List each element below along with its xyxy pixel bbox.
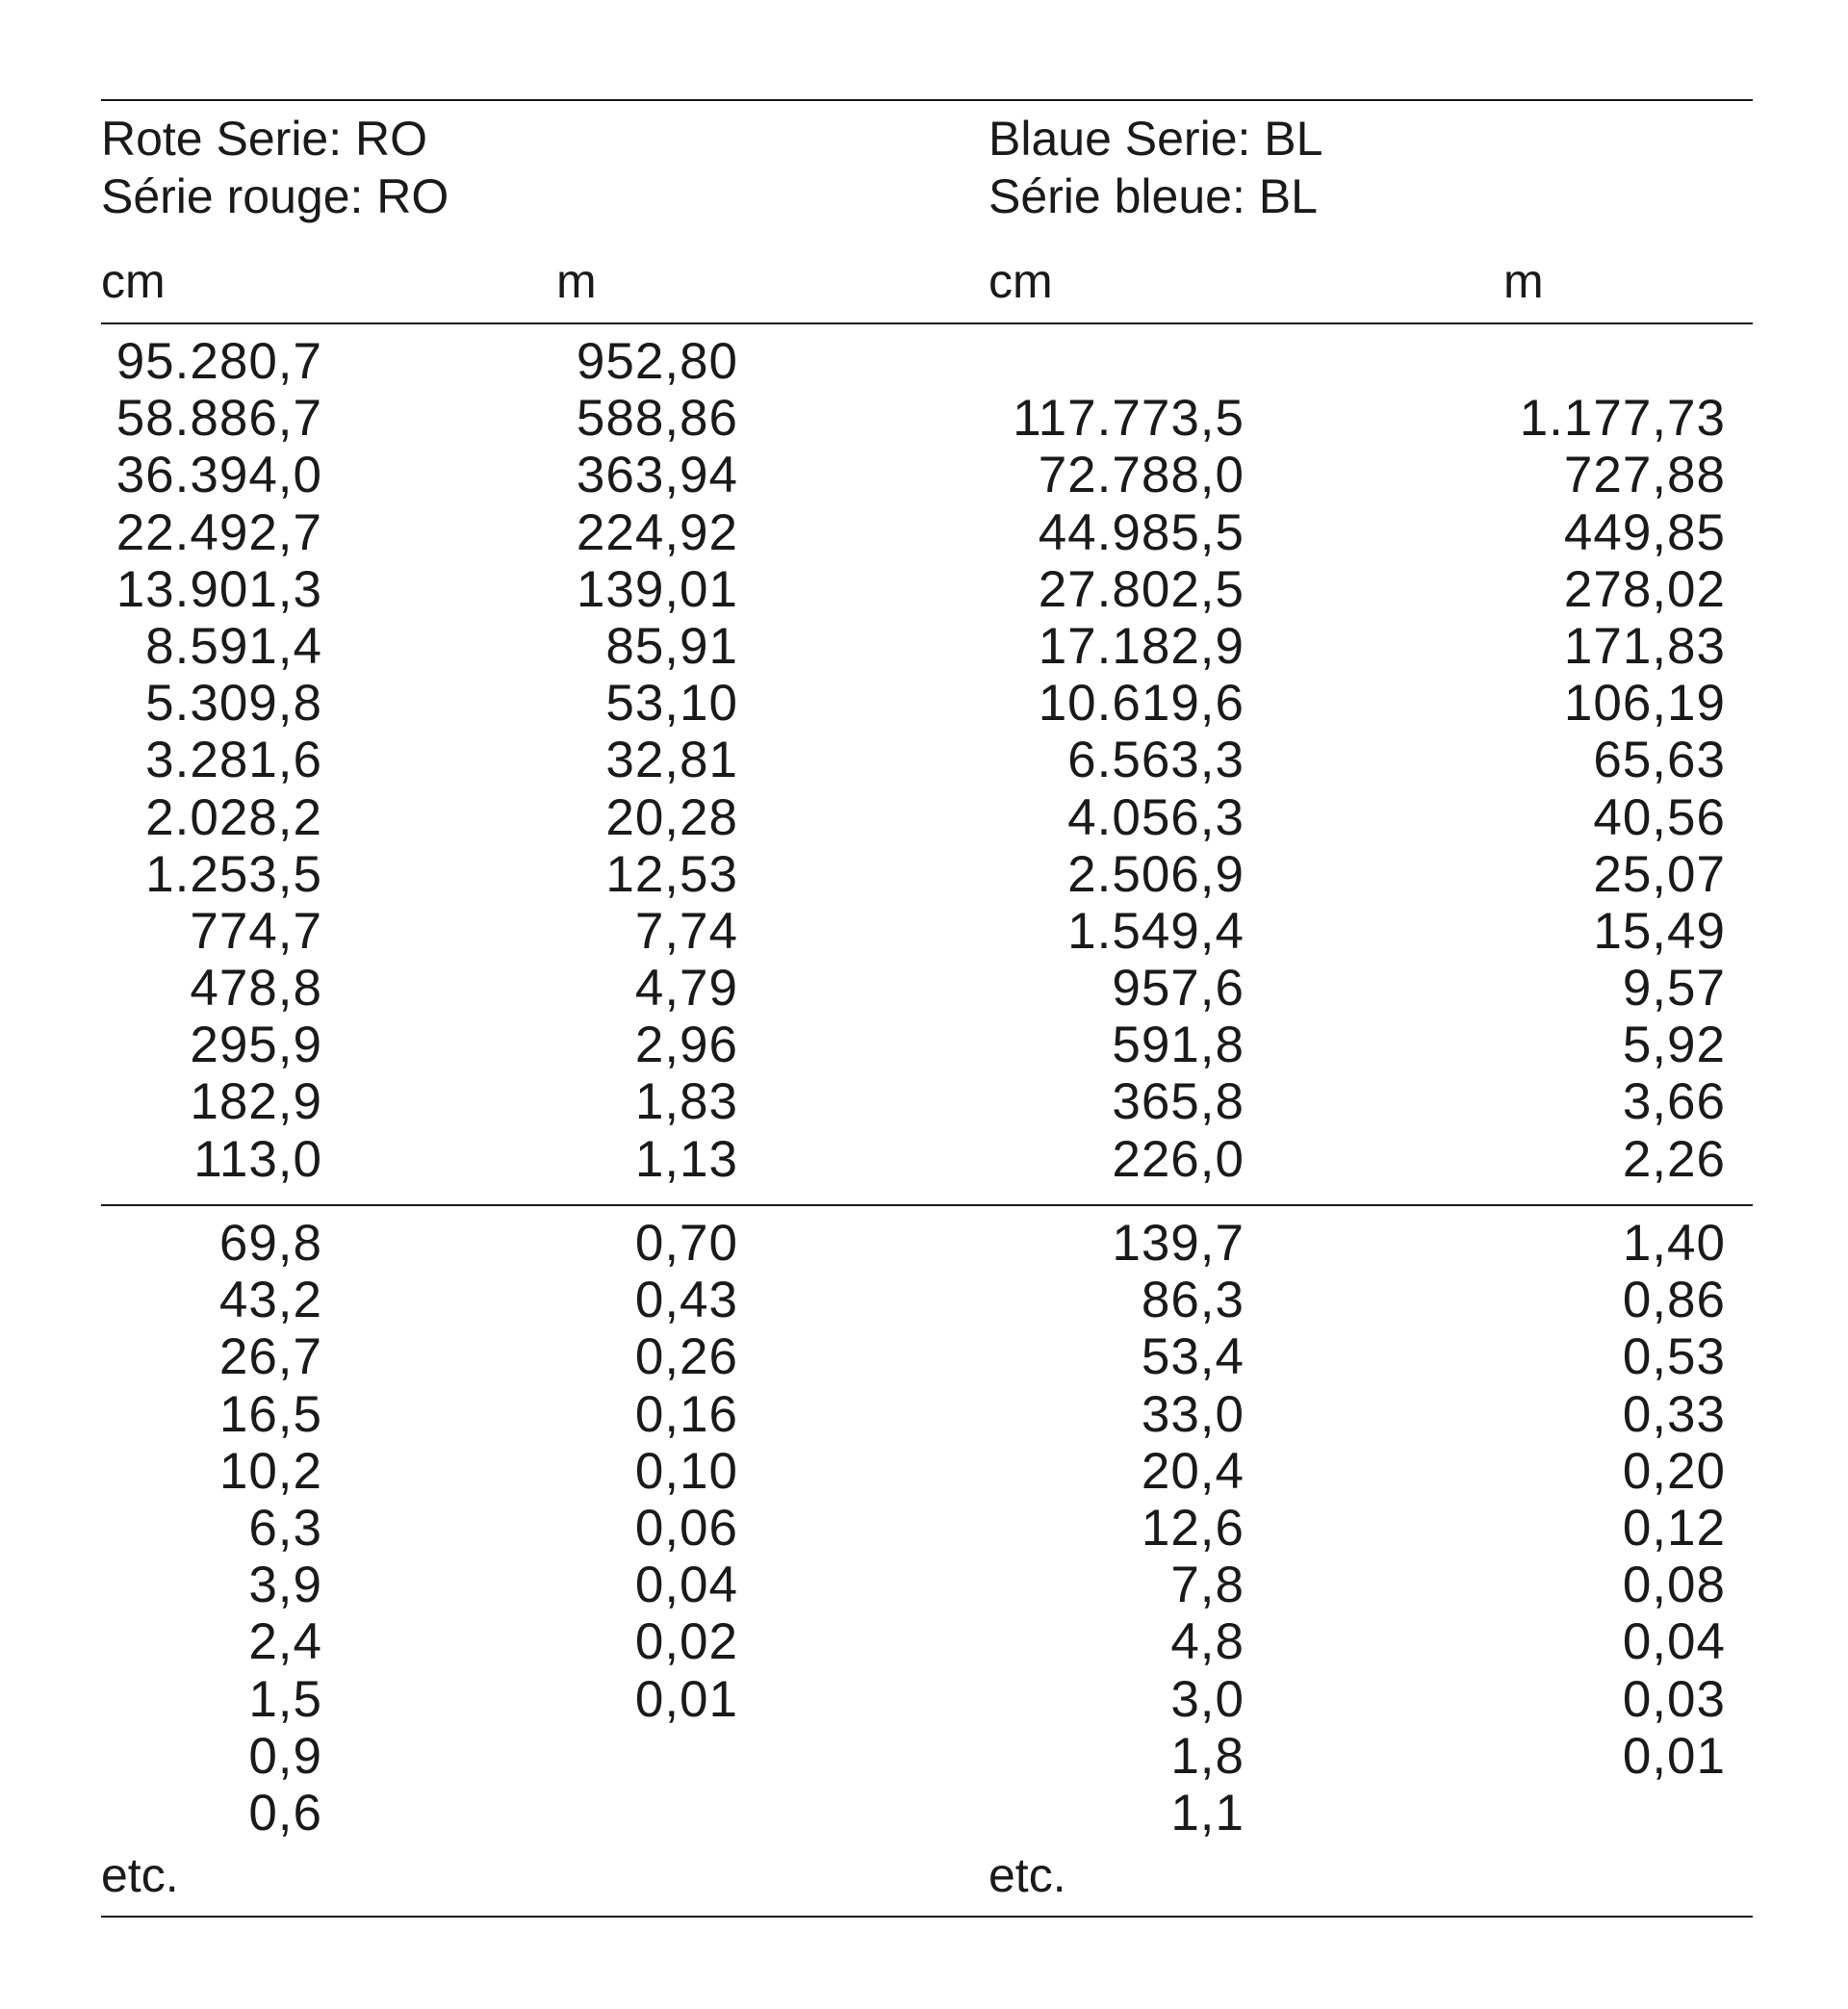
blue-m-lower-cell: 0,33 — [1622, 1385, 1726, 1443]
red-cm-lower-cell: 69,8 — [218, 1215, 322, 1272]
red-m-lower-cell: 0,10 — [634, 1442, 738, 1500]
red-cm-upper-cell: 36.394,0 — [116, 447, 322, 504]
blue-m-lower-cell: 1,40 — [1622, 1215, 1726, 1272]
blue-m-upper-column — [1463, 333, 1726, 1188]
red-cm-lower-cell: 0,9 — [248, 1727, 322, 1785]
red-m-upper-cell: 4,79 — [634, 960, 738, 1017]
red-m-upper-cell: 1,83 — [634, 1073, 738, 1131]
red-series-title-de: Rote Serie: RO — [101, 112, 428, 166]
red-cm-lower-cell: 6,3 — [248, 1499, 322, 1557]
blue-cm-upper-column — [953, 333, 1245, 1188]
blue-m-upper-cell: 449,85 — [1563, 503, 1726, 561]
red-m-upper-cell: 363,94 — [576, 447, 738, 504]
red-m-upper-cell: 2,96 — [634, 1017, 738, 1074]
red-m-lower-cell: 0,04 — [634, 1557, 738, 1614]
red-cm-upper-column — [58, 333, 322, 1188]
red-cm-upper-cell: 8.591,4 — [145, 617, 322, 675]
blue-m-upper-cell: 727,88 — [1563, 447, 1726, 504]
red-m-upper-column — [500, 333, 738, 1188]
red-cm-upper-cell: 182,9 — [190, 1073, 322, 1131]
blue-m-upper-cell: 9,57 — [1622, 960, 1726, 1017]
blue-cm-upper-cell: 6.563,3 — [1067, 732, 1245, 789]
red-m-lower-cell: 0,26 — [634, 1328, 738, 1386]
header-rule — [101, 322, 1753, 324]
red-cm-upper-cell: 2.028,2 — [145, 788, 322, 846]
blue-cm-lower-cell: 86,3 — [1141, 1272, 1245, 1329]
blue-cm-upper-cell: 72.788,0 — [1038, 447, 1245, 504]
red-cm-upper-cell: 774,7 — [190, 902, 322, 960]
red-cm-lower-cell: 10,2 — [218, 1442, 322, 1500]
blue-m-upper-cell — [1463, 333, 1726, 390]
red-cm-lower-column — [58, 1215, 322, 1842]
red-cm-upper-cell: 58.886,7 — [116, 390, 322, 448]
blue-cm-lower-cell: 12,6 — [1141, 1499, 1245, 1557]
red-m-upper-cell: 32,81 — [605, 732, 738, 789]
red-cm-upper-cell: 95.280,7 — [116, 333, 322, 390]
red-m-upper-cell: 139,01 — [576, 560, 738, 618]
blue-m-upper-cell: 3,66 — [1622, 1073, 1726, 1131]
blue-cm-lower-cell: 1,1 — [1170, 1784, 1245, 1842]
red-m-lower-column — [500, 1215, 738, 1728]
blue-cm-upper-cell: 591,8 — [1112, 1017, 1245, 1074]
red-cm-lower-cell: 26,7 — [218, 1328, 322, 1386]
red-m-upper-cell: 20,28 — [605, 788, 738, 846]
section-divider-rule — [101, 1204, 1753, 1206]
red-m-lower-cell: 0,43 — [634, 1272, 738, 1329]
red-cm-lower-cell: 0,6 — [248, 1784, 322, 1842]
blue-m-lower-cell: 0,20 — [1622, 1442, 1726, 1500]
top-rule — [101, 99, 1753, 101]
red-cm-upper-cell: 5.309,8 — [145, 675, 322, 733]
blue-cm-upper-cell: 117.773,5 — [1013, 390, 1245, 448]
blue-unit-m-header: m — [1503, 254, 1544, 308]
blue-m-upper-cell: 15,49 — [1593, 902, 1726, 960]
red-m-lower-cell: 0,70 — [634, 1215, 738, 1272]
blue-m-upper-cell: 171,83 — [1563, 617, 1726, 675]
blue-m-lower-cell: 0,53 — [1622, 1328, 1726, 1386]
blue-cm-lower-cell: 7,8 — [1170, 1557, 1245, 1614]
red-cm-upper-cell: 478,8 — [190, 960, 322, 1017]
red-m-upper-cell: 7,74 — [634, 902, 738, 960]
blue-m-lower-cell: 0,01 — [1622, 1727, 1726, 1785]
blue-m-lower-cell: 0,04 — [1622, 1613, 1726, 1671]
bottom-rule — [101, 1916, 1753, 1918]
red-m-upper-cell: 12,53 — [605, 845, 738, 903]
blue-cm-lower-cell: 4,8 — [1170, 1613, 1245, 1671]
blue-cm-upper-cell: 957,6 — [1112, 960, 1245, 1017]
blue-m-lower-cell: 0,03 — [1622, 1670, 1726, 1728]
blue-cm-upper-cell: 2.506,9 — [1067, 845, 1245, 903]
blue-cm-upper-cell: 226,0 — [1112, 1130, 1245, 1188]
red-m-lower-cell: 0,02 — [634, 1613, 738, 1671]
blue-unit-cm-header: cm — [988, 254, 1053, 308]
blue-m-upper-cell: 2,26 — [1622, 1130, 1726, 1188]
red-cm-lower-cell: 43,2 — [218, 1272, 322, 1329]
blue-series-title-de: Blaue Serie: BL — [988, 112, 1323, 166]
blue-m-lower-column — [1463, 1215, 1726, 1785]
blue-cm-upper-cell: 27.802,5 — [1038, 560, 1245, 618]
blue-cm-lower-cell: 3,0 — [1170, 1670, 1245, 1728]
blue-cm-lower-cell: 1,8 — [1170, 1727, 1245, 1785]
blue-cm-upper-cell: 4.056,3 — [1067, 788, 1245, 846]
red-m-lower-cell: 0,16 — [634, 1385, 738, 1443]
red-m-upper-cell: 53,10 — [605, 675, 738, 733]
blue-m-upper-cell: 40,56 — [1593, 788, 1726, 846]
blue-m-upper-cell: 5,92 — [1622, 1017, 1726, 1074]
blue-cm-lower-column — [953, 1215, 1245, 1842]
red-unit-cm-header: cm — [101, 254, 166, 308]
blue-cm-upper-cell: 1.549,4 — [1067, 902, 1245, 960]
blue-m-lower-cell: 0,86 — [1622, 1272, 1726, 1329]
blue-m-upper-cell: 65,63 — [1593, 732, 1726, 789]
blue-cm-lower-cell: 139,7 — [1112, 1215, 1245, 1272]
red-m-upper-cell: 1,13 — [634, 1130, 738, 1188]
red-series-title-fr: Série rouge: RO — [101, 169, 449, 223]
blue-cm-upper-cell: 17.182,9 — [1038, 617, 1245, 675]
red-cm-lower-cell: 2,4 — [248, 1613, 322, 1671]
blue-m-upper-cell: 1.177,73 — [1519, 390, 1726, 448]
red-unit-m-header: m — [556, 254, 597, 308]
red-m-upper-cell: 224,92 — [576, 503, 738, 561]
red-cm-lower-cell: 16,5 — [218, 1385, 322, 1443]
blue-m-lower-cell: 0,08 — [1622, 1557, 1726, 1614]
red-m-lower-cell: 0,01 — [634, 1670, 738, 1728]
blue-cm-lower-cell: 33,0 — [1141, 1385, 1245, 1443]
red-m-upper-cell: 952,80 — [576, 333, 738, 390]
red-cm-upper-cell: 3.281,6 — [145, 732, 322, 789]
blue-m-lower-cell: 0,12 — [1622, 1499, 1726, 1557]
red-etc-label: etc. — [101, 1848, 179, 1902]
blue-m-upper-cell: 25,07 — [1593, 845, 1726, 903]
blue-cm-upper-cell — [953, 333, 1245, 390]
blue-cm-upper-cell: 365,8 — [1112, 1073, 1245, 1131]
red-m-lower-cell: 0,06 — [634, 1499, 738, 1557]
blue-cm-upper-cell: 10.619,6 — [1038, 675, 1245, 733]
blue-etc-label: etc. — [988, 1848, 1066, 1902]
red-cm-upper-cell: 1.253,5 — [145, 845, 322, 903]
red-cm-lower-cell: 3,9 — [248, 1557, 322, 1614]
red-cm-upper-cell: 295,9 — [190, 1017, 322, 1074]
blue-series-title-fr: Série bleue: BL — [988, 169, 1318, 223]
red-cm-upper-cell: 22.492,7 — [116, 503, 322, 561]
blue-m-upper-cell: 278,02 — [1563, 560, 1726, 618]
red-cm-upper-cell: 13.901,3 — [116, 560, 322, 618]
red-m-upper-cell: 588,86 — [576, 390, 738, 448]
blue-cm-upper-cell: 44.985,5 — [1038, 503, 1245, 561]
red-cm-lower-cell: 1,5 — [248, 1670, 322, 1728]
red-cm-upper-cell: 113,0 — [193, 1130, 322, 1188]
blue-m-upper-cell: 106,19 — [1563, 675, 1726, 733]
blue-cm-lower-cell: 20,4 — [1141, 1442, 1245, 1500]
blue-cm-lower-cell: 53,4 — [1141, 1328, 1245, 1386]
red-m-upper-cell: 85,91 — [605, 617, 738, 675]
